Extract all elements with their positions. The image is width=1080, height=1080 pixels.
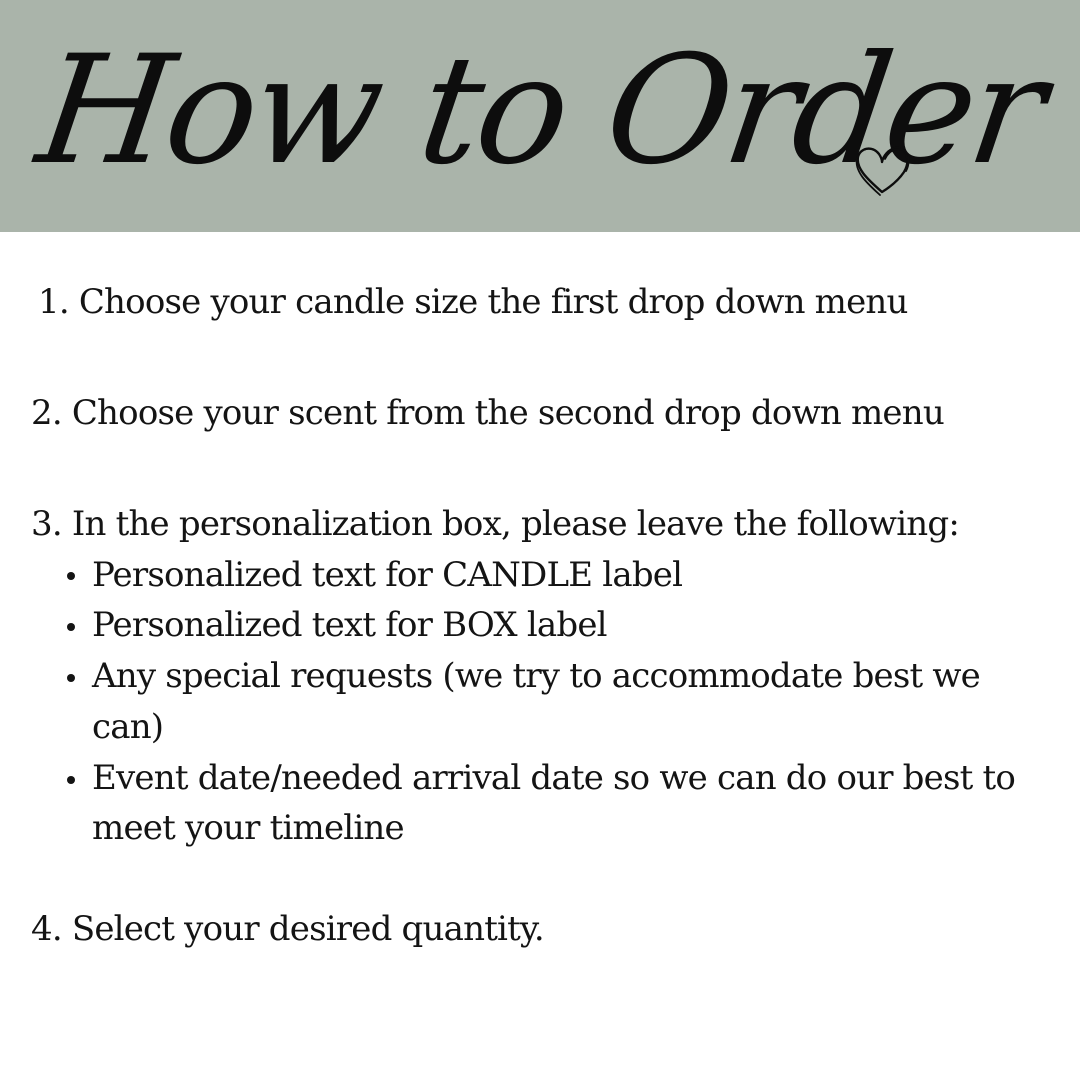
bullet-icon (67, 776, 75, 784)
bullet-icon (67, 572, 75, 580)
bullet-box-label: Personalized text for BOX label (92, 605, 607, 645)
step-3: 3. In the personalization box, please leave the following: (31, 504, 960, 544)
step-1: 1. Choose your candle size the first drop down menu (38, 282, 908, 322)
step-2: 2. Choose your scent from the second drop down menu (31, 393, 944, 433)
bullet-event-date-cont: meet your timeline (92, 808, 404, 848)
page-title: How to Order (28, 24, 1052, 198)
bullet-event-date: Event date/needed arrival date so we can do our best to (92, 758, 1016, 798)
bullet-icon (67, 623, 75, 631)
bullet-special-requests-cont: can) (92, 707, 164, 747)
bullet-candle-label: Personalized text for CANDLE label (92, 555, 683, 595)
bullet-special-requests: Any special requests (we try to accommodate best we (92, 656, 980, 696)
step-4: 4. Select your desired quantity. (31, 909, 544, 949)
bullet-icon (67, 674, 75, 682)
